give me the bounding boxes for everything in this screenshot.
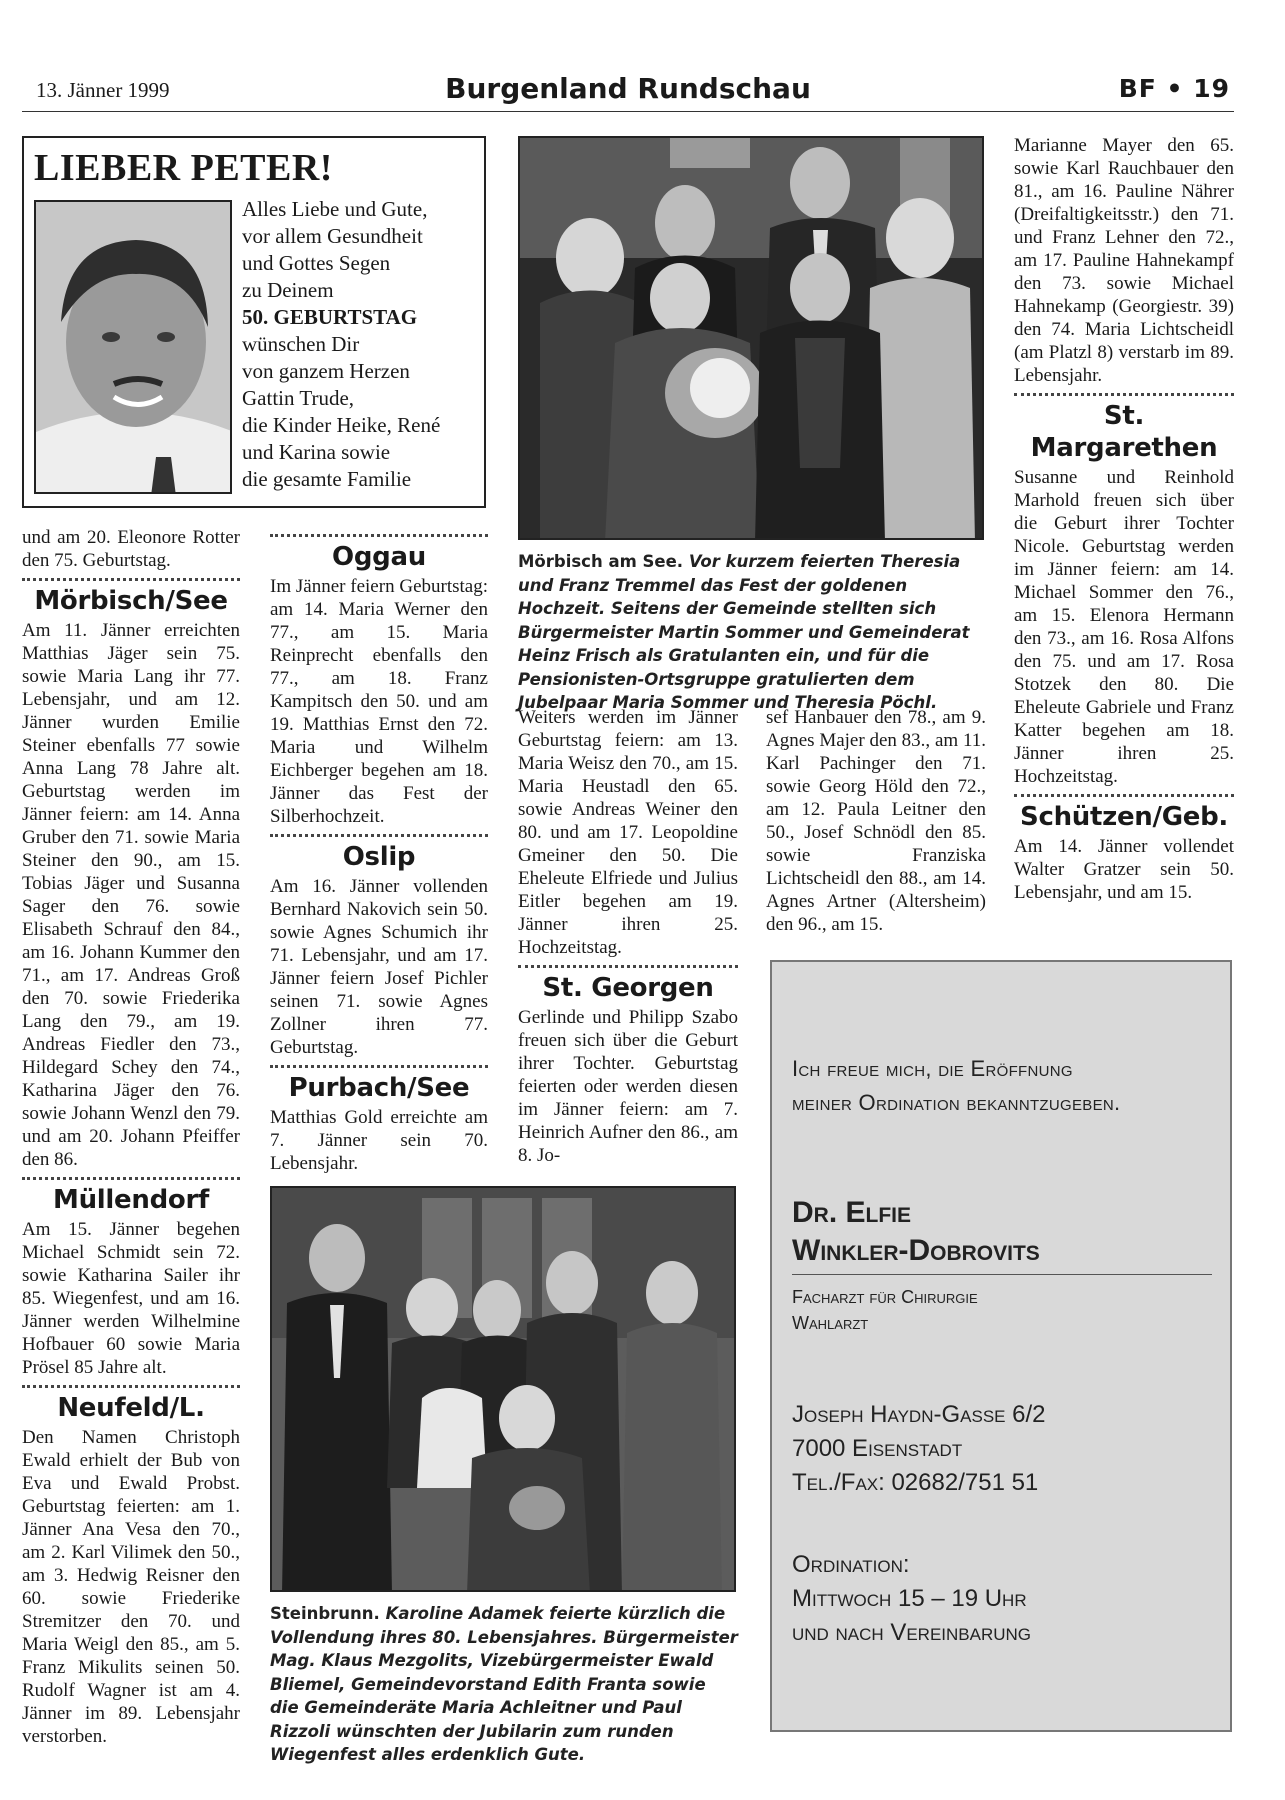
divider (270, 1065, 488, 1068)
section-heading-moerbisch: Mörbisch/See (34, 586, 228, 616)
greeting-line: Gattin Trude, (242, 386, 355, 410)
greeting-message (242, 196, 482, 493)
article-text: Matthias Gold erreichte am 7. Jänner sein 70. Lebensjahr. (270, 1107, 488, 1174)
divider (22, 578, 240, 581)
ordination-advertisement (770, 960, 1232, 1732)
doctor-name-line: Dr. Elfie (792, 1196, 912, 1229)
caption-place: Steinbrunn. (270, 1604, 380, 1623)
column-5 (1014, 134, 1234, 904)
article-text: Marianne Mayer den 65. sowie Karl Rauchbauer den 81., am 16. Pauline Nährer (Dreifaltigkeitsstr.) den 71. und Franz Lehner den 72., am 17. Pauline Hahnekampf den 73. sowie Michael Hahnekamp (Georgiestr. 39) den 74. Maria Lichtscheidl (am Platzl 8) verstarb im 89. Lebensjahr. (1014, 135, 1234, 386)
column-1 (22, 526, 240, 1748)
specialty-line: Facharzt für Chirurgie (792, 1287, 978, 1307)
ad-intro-line: Ich freue mich, die Eröffnung (792, 1056, 1073, 1081)
hours-heading: Ordination: (792, 1551, 910, 1578)
divider (270, 534, 488, 537)
greeting-line: 50. GEBURTSTAG (242, 305, 418, 329)
section-heading-muellendorf: Müllendorf (53, 1185, 209, 1215)
newspaper-title: Burgenland Rundschau (445, 72, 811, 105)
caption-text: Karoline Adamek feierte kürzlich die Vollendung ihres 80. Lebensjahres. Bürgermeister Mag. Klaus Mezgolits, Vizebürgermeister Ewald Bliemel, Gemeindevorstand Edith Franta sowie die Gemeinderäte Maria Achleitner und Paul Rizzoli wünschten der Jubilarin zum runden Wiegenfest alles erdenklich Gute. (270, 1604, 738, 1764)
portrait-photo (34, 200, 232, 494)
steinbrunn-caption (270, 1602, 738, 1767)
column-4 (766, 706, 986, 936)
article-text: Am 15. Jänner begehen Michael Schmidt sein 72. sowie Katharina Sailer ihr 85. Wiegenfest, und am 16. Jänner werden Wilhelmine Hofbauer 60 sowie Maria Prösel 85 Jahre alt. (22, 1219, 240, 1378)
ad-doctor-name (792, 1194, 1212, 1275)
greeting-line: Alles Liebe und Gute, (242, 197, 428, 221)
address-phone: Tel./Fax: 02682/751 51 (792, 1469, 1039, 1496)
divider (270, 834, 488, 837)
section-heading-oggau: Oggau (332, 542, 426, 572)
birthday-greeting-box (22, 136, 486, 508)
greeting-line: die Kinder Heike, René (242, 413, 441, 437)
hours-line: und nach Vereinbarung (792, 1619, 1032, 1646)
divider (1014, 794, 1234, 797)
greeting-line: vor allem Gesundheit (242, 224, 423, 248)
article-text: Susanne und Reinhold Marhold freuen sich über die Geburt ihrer Tochter Nicole. Geburtstag werden im Jänner feiern: am 14. Michael Sommer den 76., am 15. Elenora Hermann den 73., am 16. Rosa Alfons den 75. und am 17. Rosa Stotzek den 80. Die Eheleute Gabriele und Franz Katter begehen am 18. Jänner ihren 25. Hochzeitstag. (1014, 467, 1234, 787)
ad-intro-line: meiner Ordination bekanntzugeben. (792, 1090, 1121, 1115)
section-heading-oslip: Oslip (342, 842, 416, 872)
address-city: 7000 Eisenstadt (792, 1435, 963, 1462)
page-number: BF • 19 (1118, 74, 1230, 103)
address-street: Joseph Haydn-Gasse 6/2 (792, 1401, 1046, 1428)
greeting-line: und Karina sowie (242, 440, 391, 464)
golden-wedding-photo (518, 136, 984, 540)
column-2 (270, 526, 488, 1175)
portrait-photo-image (36, 202, 232, 494)
section-heading-st-georgen: St. Georgen (542, 973, 714, 1003)
golden-wedding-caption (518, 550, 986, 715)
article-text: Am 14. Jänner vollendet Walter Gratzer sein 50. Lebensjahr, und am 15. (1014, 836, 1234, 903)
ad-intro (792, 1052, 1222, 1120)
greeting-line: zu Deinem (242, 278, 334, 302)
issue-date: 13. Jänner 1999 (36, 78, 170, 102)
doctor-name-line: Winkler-Dobrovits (792, 1234, 1040, 1267)
steinbrunn-photo-image (272, 1188, 736, 1592)
article-text: Den Namen Christoph Ewald erhielt der Bub von Eva und Ewald Probst. Geburtstag feierten: am 1. Jänner Ana Vesa den 70., am 2. Karl Vilimek den 50., am 3. Hedwig Reisner den 60. sowie Friederike Stremitzer den 70. und Maria Weigl den 85., am 5. Franz Mikulits seinen 50. Rudolf Wagner ist am 4. Jänner im 89. Lebensjahr verstorben. (22, 1427, 240, 1747)
section-heading-schuetzen: Schützen/Geb. (1020, 802, 1228, 832)
caption-text: Vor kurzem feierten Theresia und Franz Tremmel das Fest der goldenen Hochzeit. Seitens der Gemeinde stellten sich Bürgermeister Martin Sommer und Gemeinderat Heinz Frisch als Gratulanten ein, und für die Pensionisten-Ortsgruppe gratulierten dem Jubelpaar Maria Sommer und Theresia Pöchl. (518, 552, 970, 712)
ad-hours (792, 1548, 1212, 1650)
golden-wedding-photo-image (520, 138, 984, 540)
column-3 (518, 706, 738, 1167)
greeting-line: die gesamte Familie (242, 467, 412, 491)
article-text: Am 16. Jänner vollenden Bernhard Nakovich sein 50. sowie Agnes Schumich ihr 71. Lebensjahr, und am 17. Jänner feiern Josef Pichler seinen 71. sowie Agnes Zollner ihren 77. Geburtstag. (270, 876, 488, 1058)
article-text: und am 20. Eleonore Rotter den 75. Geburtstag. (22, 527, 240, 571)
divider (1014, 393, 1234, 396)
specialty-line: Wahlarzt (792, 1313, 869, 1333)
section-heading-neufeld: Neufeld/L. (57, 1393, 205, 1423)
section-heading-purbach: Purbach/See (288, 1073, 470, 1103)
divider (518, 965, 738, 968)
divider (22, 1385, 240, 1388)
greeting-line: wünschen Dir (242, 332, 360, 356)
hours-line: Mittwoch 15 – 19 Uhr (792, 1585, 1027, 1612)
greeting-line: von ganzem Herzen (242, 359, 410, 383)
article-text: Weiters werden im Jänner Geburtstag feiern: am 13. Maria Weisz den 70., am 15. Maria Heustadl den 65. sowie Andreas Weiner den 80. und am 17. Leopoldine Gmeiner den 50. Die Eheleute Elfriede und Julius Eitler begehen am 19. Jänner ihren 25. Hochzeitstag. (518, 707, 738, 958)
ad-address (792, 1398, 1212, 1500)
article-text: sef Hanbauer den 78., am 9. Agnes Majer den 83., am 11. Karl Pachinger den 71. sowie Georg Höld den 72., am 12. Paula Leitner den 50., Josef Schnödl den 85. sowie Franziska Lichtscheidl den 88., am 14. Agnes Artner (Altersheim) den 96., am 15. (766, 707, 986, 935)
page-header (22, 70, 1234, 112)
steinbrunn-photo (270, 1186, 736, 1592)
caption-place: Mörbisch am See. (518, 552, 684, 571)
article-text: Im Jänner feiern Geburtstag: am 14. Maria Werner den 77., am 15. Maria Reinprecht ebenfalls den 77., am 18. Franz Kampitsch den 50. und am 19. Matthias Ernst den 72. Maria und Wilhelm Eichberger begehen am 18. Jänner das Fest der Silberhochzeit. (270, 576, 488, 827)
article-text: Am 11. Jänner erreichten Matthias Jäger sein 75. sowie Maria Lang ihr 77. Lebensjahr, und am 12. Jänner wurden Emilie Steiner ebenfalls 77 sowie Anna Lang 78 Jahre alt. Geburtstag werden im Jänner feiern: am 14. Anna Gruber den 71. sowie Maria Steiner den 90., am 15. Tobias Jäger und Susanna Sager den 76. sowie Elisabeth Schrauf den 84., am 16. Johann Kummer den 71., am 17. Andreas Groß den 70. sowie Friederika Lang den 79., am 19. Andreas Fiedler den 73., Hildegard Schey den 74., Katharina Jäger den 76. sowie Johann Wenzl den 79. und am 20. Johann Pfeiffer den 86. (22, 620, 240, 1170)
ad-specialty (792, 1284, 1212, 1336)
greeting-line: und Gottes Segen (242, 251, 391, 275)
article-text: Gerlinde und Philipp Szabo freuen sich über die Geburt ihrer Tochter. Geburtstag feierten oder werden diesen im Jänner feiern: am 7. Heinrich Aufner den 86., am 8. Jo- (518, 1007, 738, 1166)
greeting-title: LIEBER PETER! (34, 147, 333, 189)
section-heading-st-margarethen: St. Margarethen (1030, 401, 1218, 463)
divider (22, 1177, 240, 1180)
